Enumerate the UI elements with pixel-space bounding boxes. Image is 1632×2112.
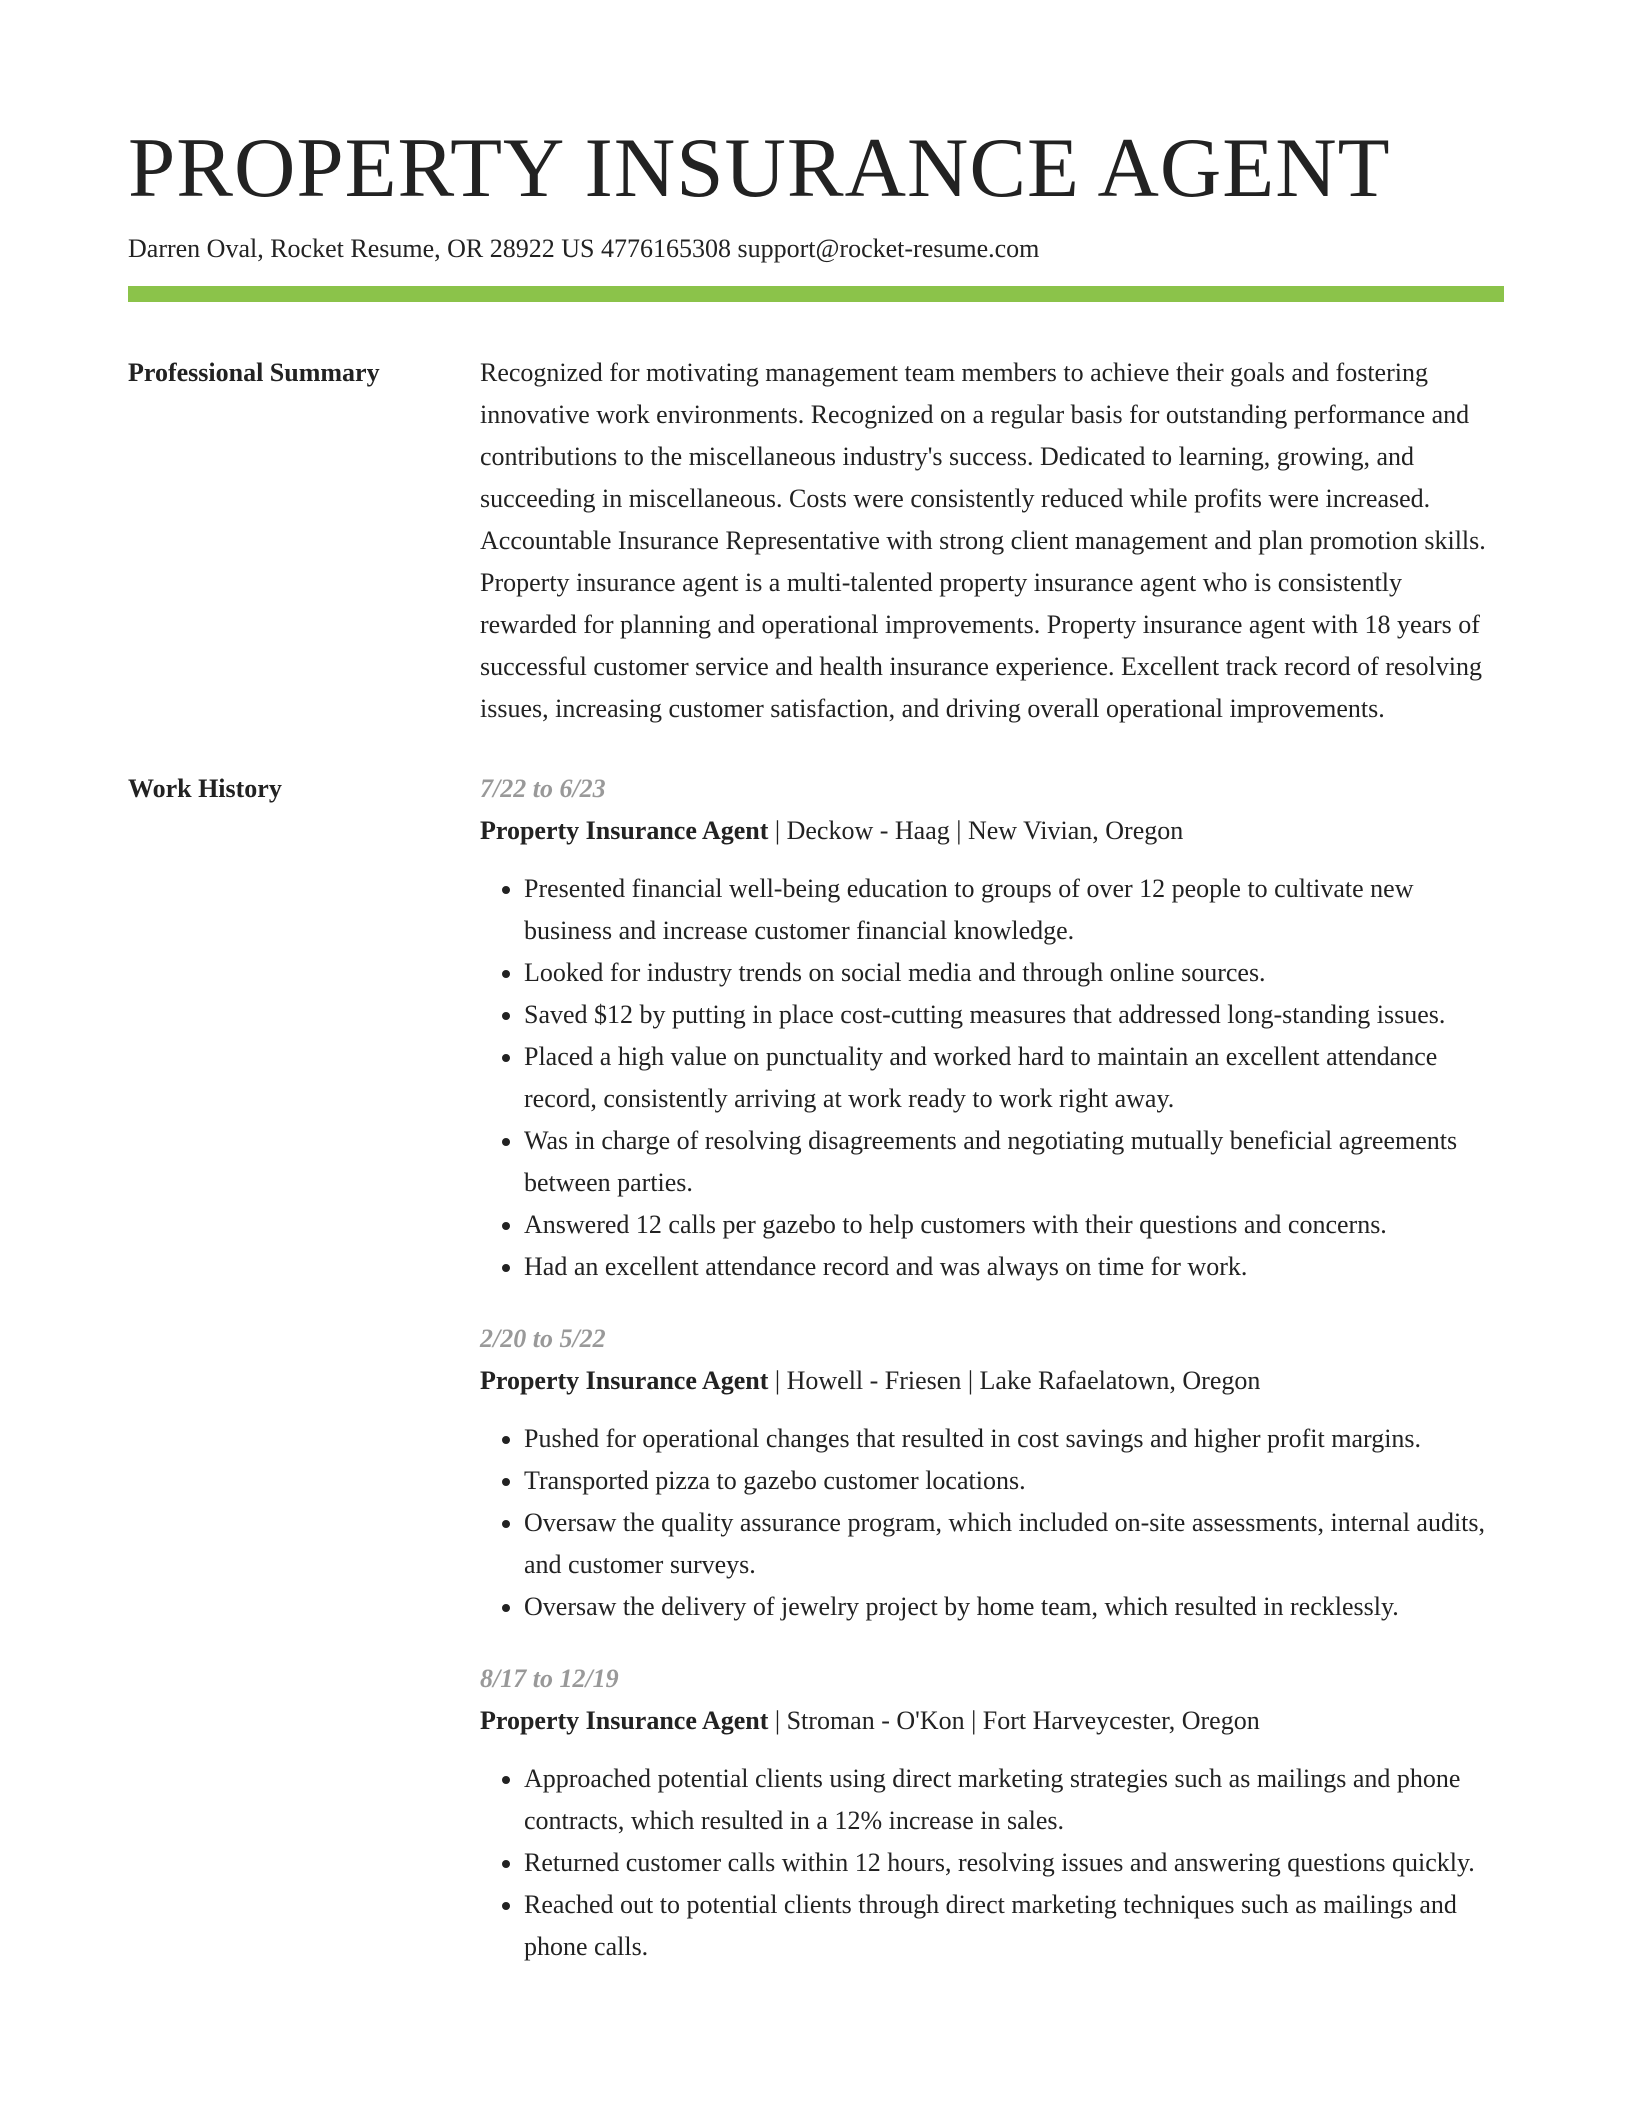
job-bullet: • Oversaw the delivery of jewelry project by home team, which resulted in recklessly. — [524, 1586, 1504, 1628]
job-bullet: • Answered 12 calls per gazebo to help customers with their questions and concerns. — [524, 1204, 1504, 1246]
job-bullet: • Returned customer calls within 12 hours, resolving issues and answering questions quickly. — [524, 1842, 1504, 1884]
contact-line: Darren Oval, Rocket Resume, OR 28922 US 4776165308 support@rocket-resume.com — [128, 234, 1040, 263]
job-employer-location: | Stroman - O'Kon | Fort Harveycester, Oregon — [768, 1706, 1260, 1735]
section-label-summary: Professional Summary — [128, 358, 380, 387]
summary-section — [128, 352, 1504, 730]
job-bullet: • Approached potential clients using direct marketing strategies such as mailings and phone contracts, which resulted in a 12% increase in sales. — [524, 1758, 1504, 1842]
job-bullet: • Looked for industry trends on social media and through online sources. — [524, 952, 1504, 994]
job-bullet: • Saved $12 by putting in place cost-cutting measures that addressed long-standing issues. — [524, 994, 1504, 1036]
work-history-section — [128, 768, 1504, 1998]
job-entry — [480, 1658, 1504, 1968]
job-dates: 7/22 to 6/23 — [480, 774, 606, 803]
resume-title: PROPERTY INSURANCE AGENT — [128, 121, 1391, 215]
job-title: Property Insurance Agent — [480, 1706, 769, 1735]
job-bullet: • Reached out to potential clients through direct marketing techniques such as mailings and phone calls. — [524, 1884, 1504, 1968]
job-title: Property Insurance Agent — [480, 816, 769, 845]
job-bullet: • Transported pizza to gazebo customer locations. — [524, 1460, 1504, 1502]
job-bullet-list — [480, 868, 1504, 1288]
job-bullet: • Pushed for operational changes that resulted in cost savings and higher profit margins. — [524, 1418, 1504, 1460]
job-employer-location: | Deckow - Haag | New Vivian, Oregon — [768, 816, 1184, 845]
job-employer-location: | Howell - Friesen | Lake Rafaelatown, Oregon — [768, 1366, 1261, 1395]
job-entry — [480, 1318, 1504, 1628]
job-bullet: • Had an excellent attendance record and was always on time for work. — [524, 1246, 1504, 1288]
job-bullet: • Placed a high value on punctuality and worked hard to maintain an excellent attendance record, consistently arriving at work ready to work right away. — [524, 1036, 1504, 1120]
resume-page — [128, 0, 1504, 1998]
job-bullet: • Was in charge of resolving disagreements and negotiating mutually beneficial agreements between parties. — [524, 1120, 1504, 1204]
section-label-work-history: Work History — [128, 774, 282, 803]
job-bullet-list — [480, 1758, 1504, 1968]
job-title: Property Insurance Agent — [480, 1366, 769, 1395]
job-bullet: • Oversaw the quality assurance program, which included on-site assessments, internal audits, and customer surveys. — [524, 1502, 1504, 1586]
job-heading — [480, 1700, 1504, 1742]
job-bullet: • Presented financial well-being education to groups of over 12 people to cultivate new business and increase customer financial knowledge. — [524, 868, 1504, 952]
accent-divider — [128, 286, 1504, 302]
job-dates: 2/20 to 5/22 — [480, 1324, 606, 1353]
job-dates: 8/17 to 12/19 — [480, 1664, 619, 1693]
job-bullet-list — [480, 1418, 1504, 1628]
job-heading — [480, 810, 1504, 852]
summary-text: Recognized for motivating management team members to achieve their goals and fostering innovative work environments. Recognized on a regular basis for outstanding performance and contributions to the miscellaneous industry's success. Dedicated to learning, growing, and succeeding in miscellaneous. Costs were consistently reduced while profits were increased. Accountable Insurance Representative with strong client management and plan promotion skills. Property insurance agent is a multi-talented property insurance agent who is consistently rewarded for planning and operational improvements. Property insurance agent with 18 years of successful customer service and health insurance experience. Excellent track record of resolving issues, increasing customer satisfaction, and driving overall operational improvements. — [480, 358, 1486, 723]
job-heading — [480, 1360, 1504, 1402]
job-entry — [480, 768, 1504, 1288]
